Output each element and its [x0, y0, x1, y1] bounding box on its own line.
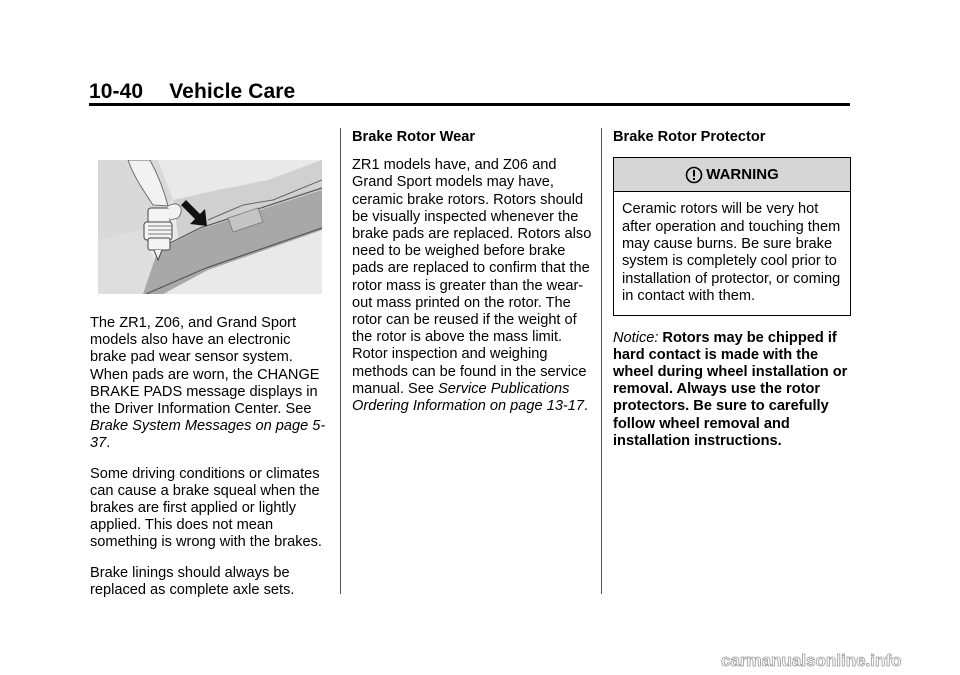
- wear-sensor-paragraph: [90, 315, 330, 453]
- page-header: [89, 80, 295, 104]
- warning-icon: [685, 166, 703, 184]
- brake-system-messages-link[interactable]: Brake System Messages on page 5-37: [90, 418, 326, 452]
- brake-pad-wear-sensor-figure: [98, 160, 322, 294]
- brake-linings-paragraph: Brake linings should always be replaced as complete axle sets.: [90, 564, 295, 598]
- brake-pad-wear-sensor-illustration-icon: [98, 160, 322, 294]
- warning-header: [614, 158, 850, 192]
- page-number: 10-40: [89, 80, 144, 103]
- rotor-wear-text: ZR1 models have, and Z06 and Grand Sport models may have, ceramic brake rotors. Rotors should be visually inspected whenever the brake pads are replaced. Rotors also need to be weighed before brake pads are replaced to confirm that the rotor mass is greater than the wear-out mass printed on the rotor. The rotor can be reused if the weight of the rotor is above the mass limit. Rotor inspection and weighing methods can be found in the service manual. See: [352, 157, 592, 397]
- service-publications-link[interactable]: Service Publications Ordering Information on page 13-17: [352, 380, 585, 415]
- warning-title: WARNING: [706, 166, 779, 184]
- notice-text: Rotors may be chipped if hard contact is made with the wheel during wheel installation or removal. Always use the rotor protectors. Be sure to carefully follow wheel removal and installation instructions.: [613, 329, 848, 449]
- column-1: [90, 160, 330, 612]
- brake-squeal-paragraph: Some driving conditions or climates can cause a brake squeal when the brakes are first applied or lightly applied. This does not mean something is wrong with the brakes.: [90, 465, 322, 551]
- watermark-text: carmanualsonline.info: [721, 651, 902, 670]
- rotor-wear-end: .: [584, 398, 589, 415]
- column-divider-1: [340, 128, 341, 594]
- column-3: [613, 129, 853, 461]
- header-rule: [89, 103, 850, 106]
- brake-rotor-wear-paragraph: [352, 157, 592, 415]
- notice-label: Notice:: [613, 329, 659, 346]
- section-title: Vehicle Care: [169, 80, 296, 103]
- carmanualsonline-watermark: [721, 650, 956, 670]
- column-divider-2: [601, 128, 602, 594]
- warning-box: [613, 157, 851, 315]
- wear-sensor-text: The ZR1, Z06, and Grand Sport models also have an electronic brake pad wear sensor system. When pads are worn, the CHANGE BRAKE PADS message displays in the Driver Information Center. See: [90, 315, 320, 418]
- column-2: [352, 129, 592, 426]
- brake-rotor-protector-heading: Brake Rotor Protector: [613, 129, 766, 145]
- brake-rotor-wear-heading: Brake Rotor Wear: [352, 129, 476, 145]
- warning-text: Ceramic rotors will be very hot after operation and touching them may cause burns. Be sure brake system is completely cool prior to installation of protector, or coming in contact with them.: [622, 201, 841, 305]
- notice-paragraph: [613, 330, 853, 450]
- wear-sensor-end: .: [106, 435, 111, 452]
